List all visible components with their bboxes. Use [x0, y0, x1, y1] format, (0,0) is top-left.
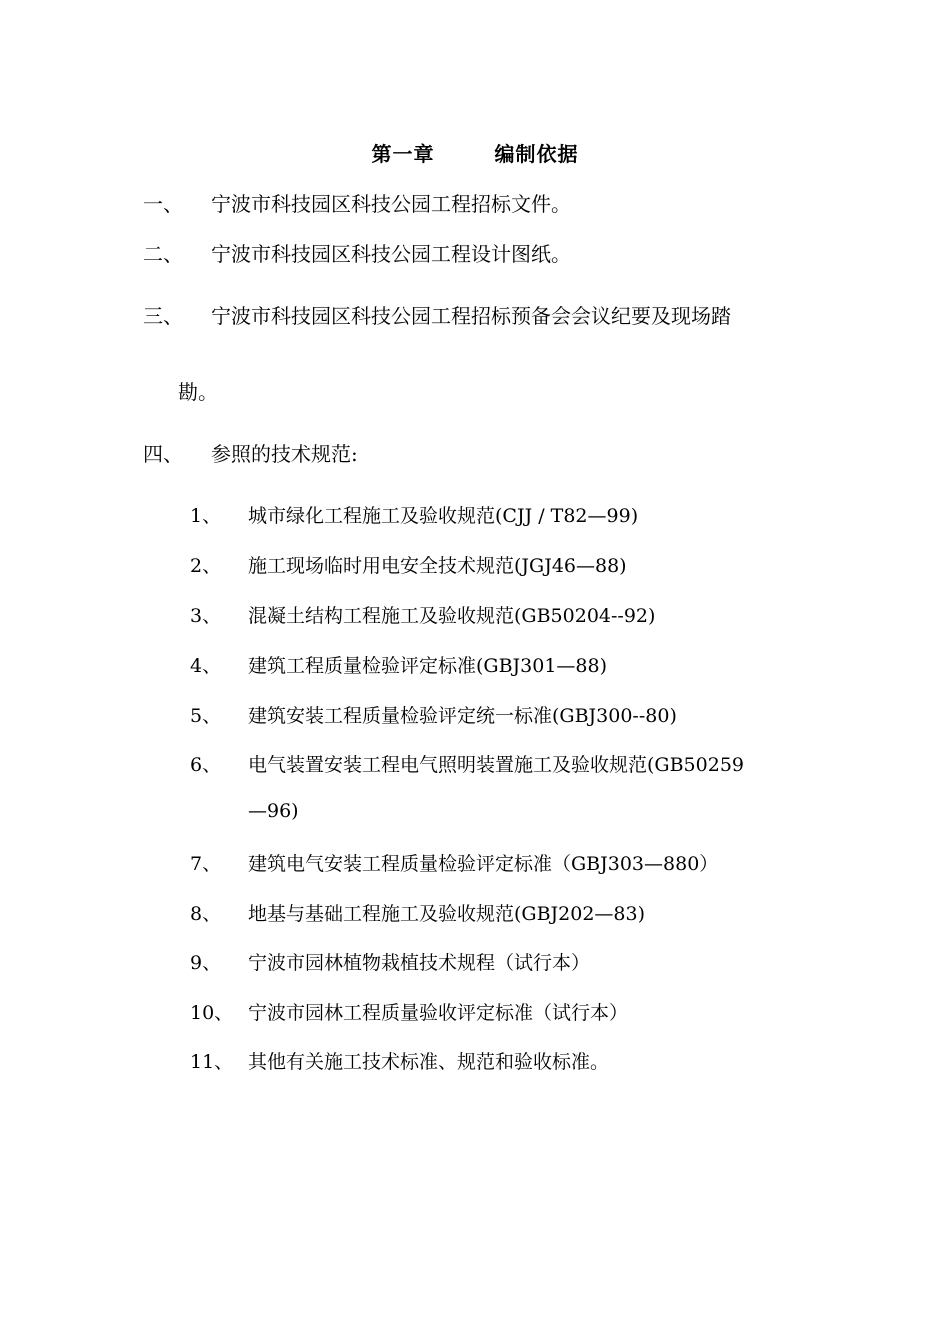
- section-3: [143, 300, 731, 329]
- item-number: 9、: [190, 952, 222, 974]
- section-text: 参照的技术规范:: [211, 442, 358, 466]
- item-text: 宁波市园林植物栽植技术规程（试行本）: [248, 952, 591, 974]
- section-2: [143, 238, 571, 267]
- list-item-continuation: —96): [248, 800, 299, 822]
- item-text: 施工现场临时用电安全技术规范(JGJ46—88): [248, 555, 627, 577]
- item-number: 7、: [190, 853, 222, 875]
- item-number: 10、: [190, 1002, 234, 1024]
- item-text: 建筑电气安装工程质量检验评定标准（GBJ303—880）: [248, 853, 719, 875]
- item-text: 地基与基础工程施工及验收规范(GBJ202—83): [248, 903, 646, 925]
- section-4: [143, 438, 358, 467]
- section-text: 宁波市科技园区科技公园工程招标预备会会议纪要及现场踏: [211, 304, 731, 328]
- list-item: [190, 601, 655, 628]
- list-item: [190, 750, 744, 777]
- list-item: [190, 651, 607, 678]
- item-number: 1、: [190, 505, 222, 527]
- section-number: 四、: [143, 442, 183, 466]
- item-number: 6、: [190, 754, 222, 776]
- list-item: [190, 899, 645, 926]
- item-number: 8、: [190, 903, 222, 925]
- section-1: [143, 188, 571, 217]
- item-text: 建筑工程质量检验评定标准(GBJ301—88): [248, 655, 608, 677]
- item-number: 3、: [190, 605, 222, 627]
- list-item: [190, 849, 718, 876]
- section-text: 宁波市科技园区科技公园工程设计图纸。: [211, 242, 571, 266]
- list-item: [190, 701, 677, 728]
- item-text: 混凝土结构工程施工及验收规范(GB50204--92): [248, 605, 656, 627]
- chapter-title: [0, 138, 950, 167]
- section-3-continuation: 勘。: [178, 380, 218, 404]
- item-text: 电气装置安装工程电气照明装置施工及验收规范(GB50259: [248, 754, 744, 776]
- list-item: [190, 501, 638, 528]
- list-item: [190, 551, 627, 578]
- list-item: [190, 948, 590, 975]
- chapter-number: 第一章: [371, 142, 435, 166]
- item-number: 5、: [190, 705, 222, 727]
- chapter-name: 编制依据: [494, 142, 579, 166]
- item-text: 其他有关施工技术标准、规范和验收标准。: [248, 1051, 610, 1073]
- item-text: 建筑安装工程质量检验评定统一标准(GBJ300--80): [248, 705, 677, 727]
- item-number: 4、: [190, 655, 222, 677]
- section-number: 一、: [143, 192, 183, 216]
- item-number: 11、: [190, 1051, 234, 1073]
- item-number: 2、: [190, 555, 222, 577]
- list-item: [190, 998, 628, 1025]
- section-number: 三、: [143, 304, 183, 328]
- item-text: 城市绿化工程施工及验收规范(CJJ / T82—99): [248, 505, 639, 527]
- section-number: 二、: [143, 242, 183, 266]
- item-text: 宁波市园林工程质量验收评定标准（试行本）: [248, 1002, 629, 1024]
- list-item: [190, 1047, 609, 1074]
- section-text: 宁波市科技园区科技公园工程招标文件。: [211, 192, 571, 216]
